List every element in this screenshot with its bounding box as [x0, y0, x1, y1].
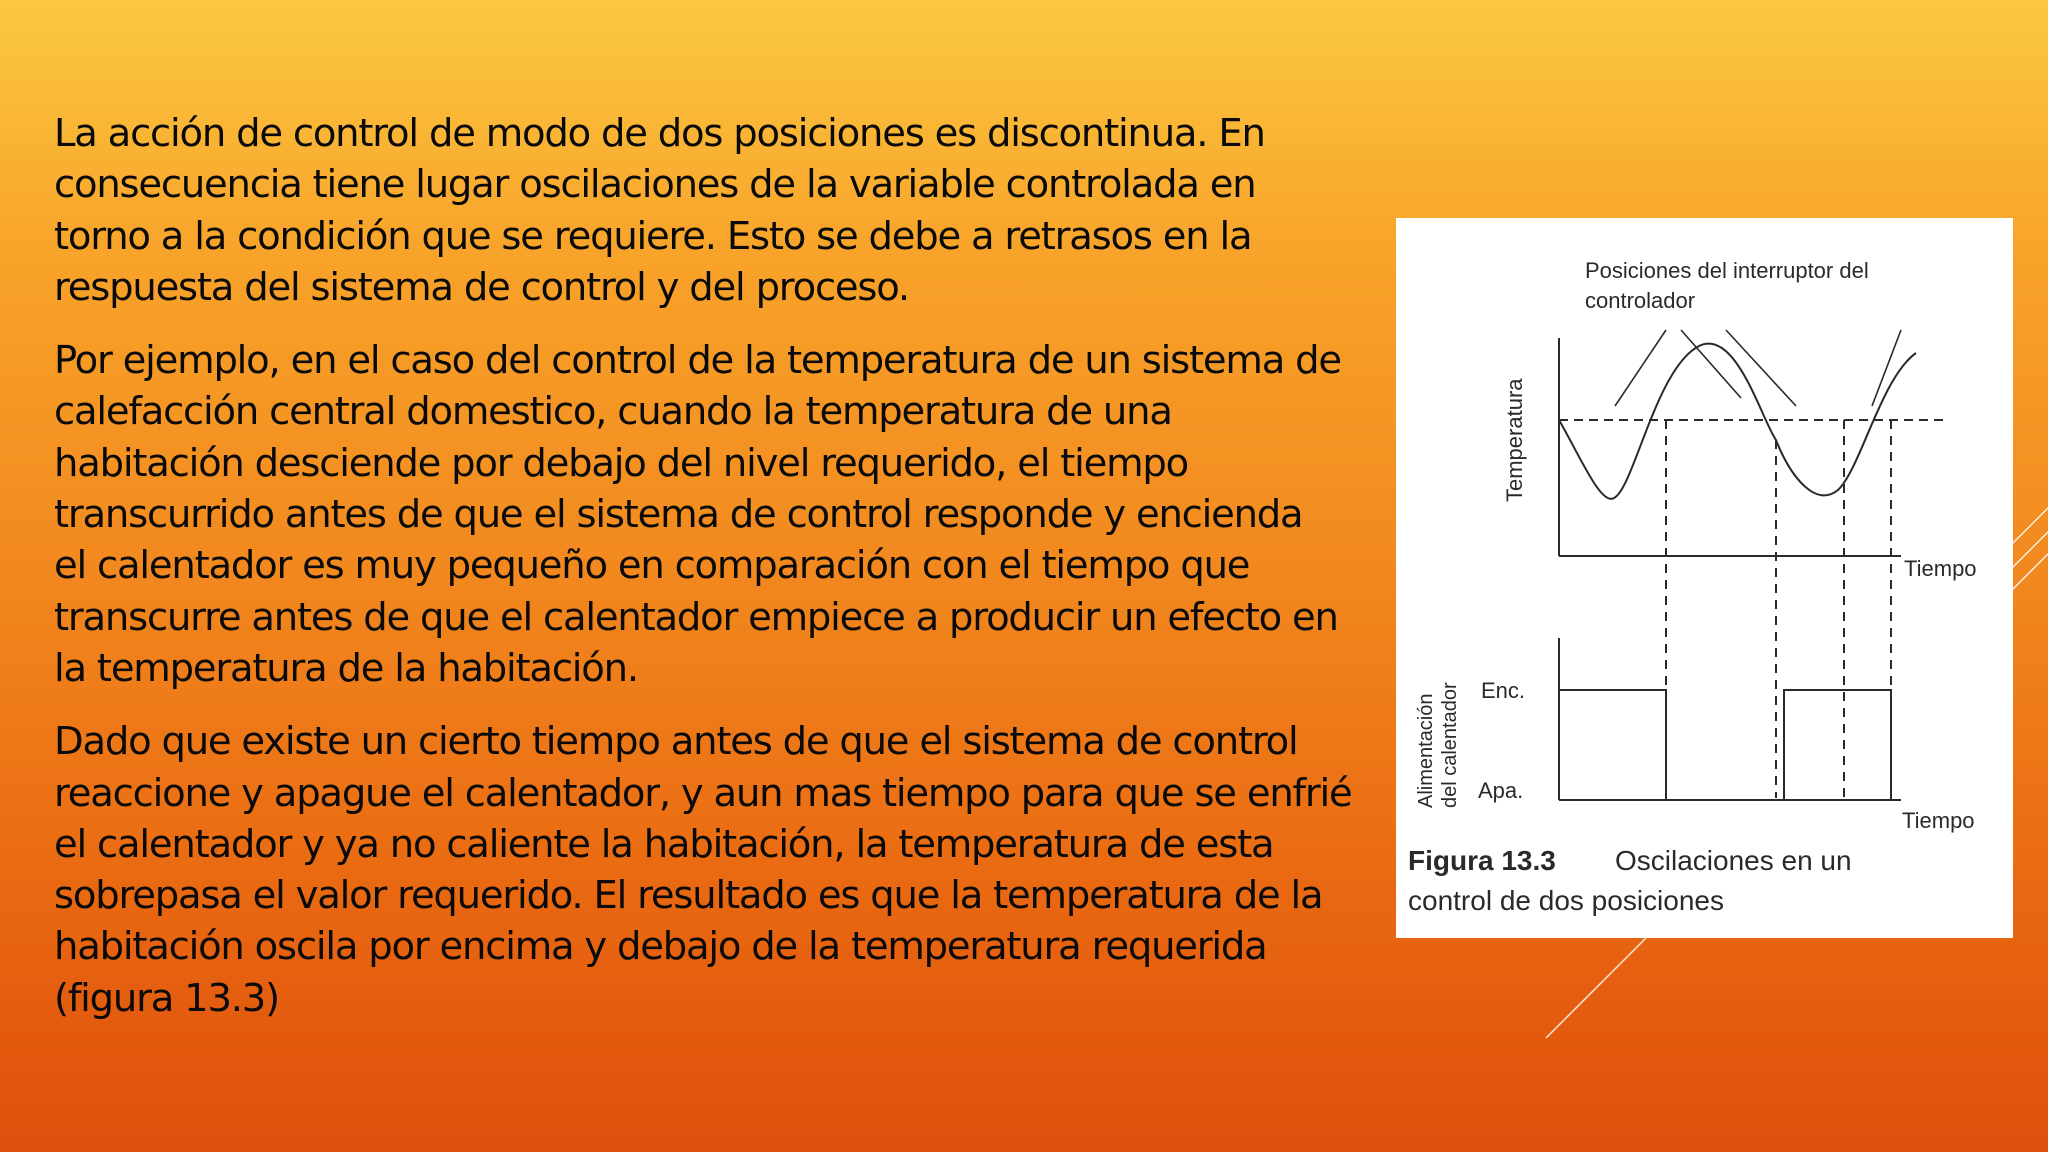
- text-line: Dado que existe un cierto tiempo antes de que el sistema de control: [54, 719, 1298, 765]
- text-line: calefacción central domestico, cuando la temperatura de una: [54, 389, 1172, 435]
- temperature-axis-label: Temperatura: [1502, 378, 1527, 502]
- switch-annotation: Posiciones del interruptor del: [1585, 258, 1869, 283]
- text-line: La acción de control de modo de dos posiciones es discontinua. En: [54, 111, 1265, 156]
- switch-annotation: controlador: [1585, 288, 1696, 313]
- heater-axis-label: Alimentación: [1415, 693, 1437, 808]
- text-line: torno a la condición que se requiere. Esto se debe a retrasos en la: [54, 213, 1252, 259]
- time-axis-label: Tiempo: [1902, 808, 1975, 833]
- level-off-label: Apa.: [1478, 778, 1524, 803]
- text-line: consecuencia tiene lugar oscilaciones de la variable controlada en: [54, 162, 1256, 208]
- text-line: el calentador y ya no caliente la habitación, la temperatura de esta: [54, 821, 1274, 867]
- text-line: habitación desciende por debajo del nivel requerido, el tiempo: [54, 440, 1189, 486]
- decorative-line: [1958, 532, 2048, 622]
- text-line: Por ejemplo, en el caso del control de la temperatura de un sistema de: [54, 338, 1341, 384]
- heater-axis-label: del calentador: [1439, 682, 1461, 808]
- text-line: (figura 13.3): [54, 975, 279, 1021]
- figure-number: Figura 13.3: [1408, 845, 1556, 876]
- figure-caption: control de dos posiciones: [1408, 885, 1724, 916]
- text-line: transcurrido antes de que el sistema de control responde y encienda: [54, 492, 1303, 538]
- text-line: el calentador es muy pequeño en comparación con el tiempo que: [54, 543, 1250, 589]
- decorative-line: [1980, 554, 2048, 622]
- text-line: respuesta del sistema de control y del proceso.: [54, 264, 909, 310]
- level-on-label: Enc.: [1481, 678, 1526, 703]
- text-line: sobrepasa el valor requerido. El resultado es que la temperatura de la: [54, 873, 1323, 919]
- figure-caption: Oscilaciones en un: [1615, 845, 1852, 876]
- text-line: reaccione y apague el calentador, y aun mas tiempo para que se enfrié: [54, 770, 1352, 816]
- decorative-line: [1938, 508, 2048, 618]
- time-axis-label: Tiempo: [1904, 556, 1977, 581]
- decorative-line: [1546, 938, 1646, 1038]
- text-line: la temperatura de la habitación.: [54, 645, 638, 691]
- text-line: transcurre antes de que el calentador empiece a producir un efecto en: [54, 594, 1338, 640]
- text-line: habitación oscila por encima y debajo de la temperatura requerida: [54, 924, 1267, 970]
